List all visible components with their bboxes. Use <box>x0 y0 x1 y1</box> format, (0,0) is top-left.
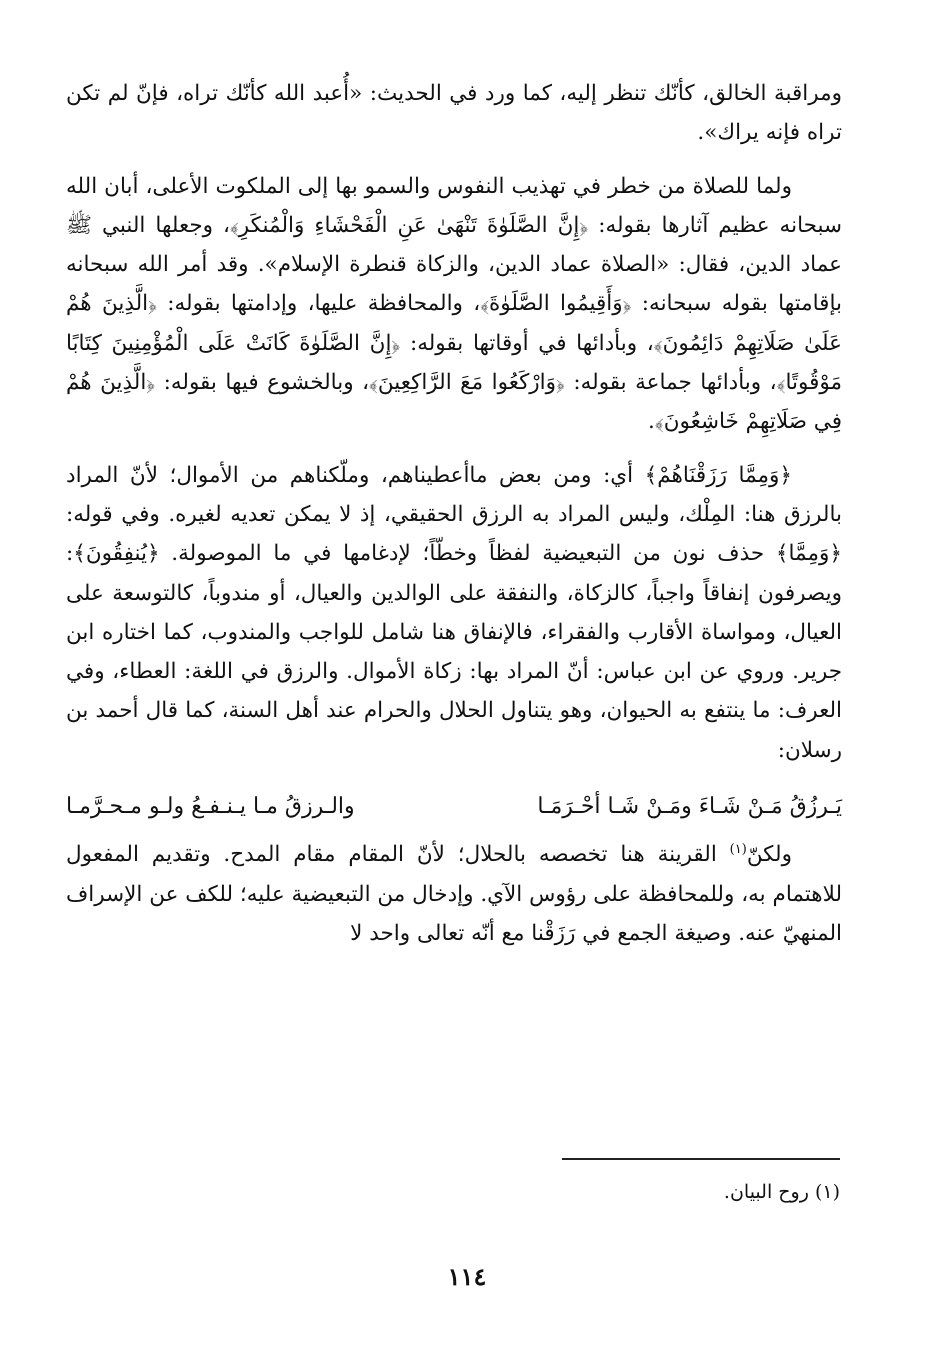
paragraph-2: ولما للصلاة من خطر في تهذيب النفوس والسمو بها إلى الملكوت الأعلى، أبان الله سبحانه عظيم آثارها بقوله: ﴿إِنَّ الصَّلَوٰةَ تَنْهَىٰ عَنِ الْفَحْشَاءِ وَالْمُنكَرِ﴾، وجعلها النبي ﷺ عماد الدين، فقال: «الصلاة عماد الدين، والزكاة قنطرة الإسلام». وقد أمر الله سبحانه بإقامتها بقوله سبحانه: ﴿وَأَقِيمُوا الصَّلَوٰةَ﴾، والمحافظة عليها، وإدامتها بقوله: ﴿الَّذِينَ هُمْ عَلَىٰ صَلَاتِهِمْ دَائِمُونَ﴾، وبأدائها في أوقاتها بقوله: ﴿إِنَّ الصَّلَوٰةَ كَانَتْ عَلَى الْمُؤْمِنِينَ كِتَابًا مَوْقُوتًا﴾، وبأدائها جماعة بقوله: ﴿وَارْكَعُوا مَعَ الرَّاكِعِينَ﴾، وبالخشوع فيها بقوله: ﴿الَّذِينَ هُمْ فِي صَلَاتِهِمْ خَاشِعُونَ﴾. <box>66 173 842 435</box>
footnote-text: روح البيان. <box>723 1181 809 1203</box>
paragraph-4-lead: ولكنّ <box>746 842 792 868</box>
paragraph-3: ﴿وَمِمَّا رَزَقْنَاهُمْ﴾ أي: ومن بعض ماأعطيناهم، وملّكناهم من الأموال؛ لأنّ المراد بالرزق هنا: المِلْك، وليس المراد به الرزق الحقيقي، إذ لا يمكن تعديه لغيره. وفي قوله: ﴿وَمِمَّا﴾ حذف نون من التبعيضية لفظاً وخطّاً؛ لإدغامها في ما الموصولة. ﴿يُنفِقُونَ﴾: ويصرفون إنفاقاً واجباً، كالزكاة، والنفقة على الوالدين والعيال، أو مندوباً، كالتوسعة على العيال، ومواساة الأقارب والفقراء، فالإنفاق هنا شامل للواجب والمندوب، كما اختاره ابن جرير. وروي عن ابن عباس: أنّ المراد بها: زكاة الأموال. والرزق في اللغة: العطاء، وفي العرف: ما ينتفع به الحيوان، وهو يتناول الحلال والحرام عند أهل السنة، كما قال أحمد بن رسلان: <box>66 462 842 763</box>
footnote-separator <box>562 1158 840 1160</box>
page-number: ١١٤ <box>447 1262 487 1291</box>
verse-hemistich-left: والـرزقُ مـا يـنـفـعُ ولـو مـحـرَّمـا <box>66 794 355 820</box>
footnote-reference[interactable]: (١) <box>729 842 747 858</box>
poetry-verse <box>66 784 842 830</box>
verse-hemistich-right: يَـرزُقُ مَـنْ شَـاءَ ومَـنْ شَـا أحْـرَمَـا <box>537 794 842 820</box>
paragraph-4 <box>66 830 842 953</box>
main-text <box>66 74 842 953</box>
paragraph-4-text: القرينة هنا تخصصه بالحلال؛ لأنّ المقام مقام المدح. وتقديم المفعول للاهتمام به، وللمحافظة على رؤوس الآي. وإدخال من التبعيضية عليه؛ للكف عن الإسراف المنهيّ عنه. وصيغة الجمع في رَزَقْنا مع أنّه تعالى واحد لا <box>66 842 842 946</box>
footnote-marker: (١) <box>814 1181 840 1203</box>
paragraph-1: ومراقبة الخالق، كأنّك تنظر إليه، كما ورد في الحديث: «أُعبد الله كأنّك تراه، فإنّ لم تكن تراه فإنه يراك». <box>66 81 842 146</box>
footnote <box>724 1178 840 1206</box>
